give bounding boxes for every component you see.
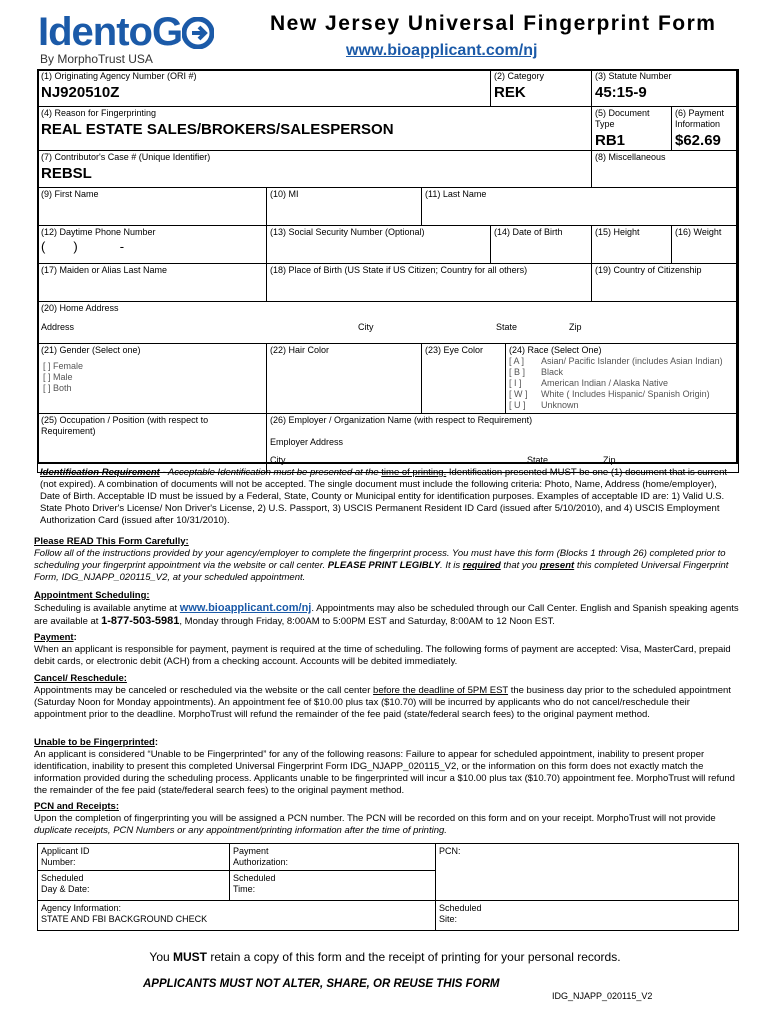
call-center-phone: 1-877-503-5981	[101, 615, 180, 627]
field-payment-info[interactable]: (6) Payment Information $62.69	[672, 107, 739, 151]
page-title: New Jersey Universal Fingerprint Form	[270, 12, 717, 35]
field-home-address[interactable]: (20) Home Address Address City State Zip	[38, 302, 739, 344]
form-code: IDG_NJAPP_020115_V2	[552, 991, 653, 1001]
pcn-cell[interactable]: PCN:	[436, 844, 739, 901]
field-employer[interactable]: (26) Employer / Organization Name (with respect to Requirement) Employer Address City State Zip	[267, 414, 739, 473]
field-first-name[interactable]: (9) First Name	[38, 188, 267, 226]
scheduled-site-cell[interactable]: Scheduled Site:	[436, 901, 739, 931]
field-occupation[interactable]: (25) Occupation / Position (with respect to Requirement)	[38, 414, 267, 473]
fingerprint-form-table	[37, 69, 739, 473]
field-hair-color[interactable]: (22) Hair Color	[267, 344, 422, 414]
field-weight[interactable]: (16) Weight	[672, 226, 739, 264]
agency-info-cell[interactable]: Agency Information: STATE AND FBI BACKGROUND CHECK	[38, 901, 436, 931]
field-maiden-name[interactable]: (17) Maiden or Alias Last Name	[38, 264, 267, 302]
field-race[interactable]: (24) Race (Select One) [ A ] Asian/ Pacific Islander (includes Asian Indian) [ B ] Black [ I ] American Indian / Alaska Native [ W ] White ( Includes Hispanic/ Spanish Origin) [ U ] Unknown	[506, 344, 739, 414]
retain-copy-notice: You MUST retain a copy of this form and the receipt of printing for your personal records.	[149, 950, 621, 964]
logo-subtitle: By MorphoTrust USA	[40, 52, 153, 66]
field-eye-color[interactable]: (23) Eye Color	[422, 344, 506, 414]
pcn-table	[37, 843, 739, 931]
field-document-type[interactable]: (5) Document Type RB1	[592, 107, 672, 151]
field-last-name[interactable]: (11) Last Name	[422, 188, 739, 226]
pcn-receipts-section: PCN and Receipts: Upon the completion of fingerprinting you will be assigned a PCN number. The PCN will be recorded on this form and on your receipt. MorphoTrust will not provide duplicate receipts, PCN Numbers or any appointment/printing information after the time of printing.	[34, 801, 716, 836]
no-alter-notice: APPLICANTS MUST NOT ALTER, SHARE, OR REUSE THIS FORM	[143, 978, 500, 990]
logo-go: G	[151, 10, 183, 54]
field-height[interactable]: (15) Height	[592, 226, 672, 264]
field-phone[interactable]: (12) Daytime Phone Number ( ) -	[38, 226, 267, 264]
unable-fingerprinted-section: Unable to be Fingerprinted: An applicant is considered “Unable to be Fingerprinted” for any of the following reasons: Failure to appear for scheduled appointment, inability to present proper identification, inability to present this completed Universal Fingerprint Form IDG_NJAPP_020115_V2, or the information on this form does not exactly match the information provided during the scheduling process. Applicants unable to be fingerprinted will incur a $10.00 plus tax ($10.70) appointment fee. MorphoTrust will refund the remainder of the fee paid (state/federal search fees) to the original payment method.	[34, 737, 735, 796]
logo-arrow-icon	[182, 17, 214, 49]
field-reason[interactable]: (4) Reason for Fingerprinting REAL ESTATE SALES/BROKERS/SALESPERSON	[38, 107, 592, 151]
logo-text: Idento	[38, 10, 152, 54]
field-ssn[interactable]: (13) Social Security Number (Optional)	[267, 226, 491, 264]
field-ori[interactable]: (1) Originating Agency Number (ORI #) NJ920510Z	[38, 70, 491, 107]
field-case-number[interactable]: (7) Contributor's Case # (Unique Identifier) REBSL	[38, 151, 592, 188]
field-dob[interactable]: (14) Date of Birth	[491, 226, 592, 264]
logo	[38, 10, 214, 54]
id-requirement: Identification Requirement - Acceptable Identification must be presented at the time of printing. Identification presented MUST be one (1) document that is current (not expired). A combination of documents will not be accepted. The single document must include the following criteria: Photo, Name, Address (home/employer), Date of Birth. Acceptable ID must be issued by a Federal, State, County or Municipal entity for identification purposes. Examples of acceptable ID are: 1) Valid U.S. State Photo Driver's License/ Non Driver's License, 2) U.S. Passport, 3) USCIS Permanent Resident ID Card (issued after 5/10/2010), and 4) USCIS Employment Authorization Card (issued after 10/31/2010).	[40, 467, 727, 526]
cancel-reschedule-section: Cancel/ Reschedule: Appointments may be canceled or rescheduled via the website or the call center before the deadline of 5PM EST the business day prior to the scheduled appointment (Saturday Noon for Monday appointments). An appointment fee of $10.00 plus tax ($10.70) will be incurred by applicants who do not cancel/reschedule their appointment prior to the deadline. MorphoTrust will refund the remainder of the fee paid (state/federal search fees) to the original payment method.	[34, 673, 731, 720]
website-link[interactable]: www.bioapplicant.com/nj	[346, 42, 538, 59]
field-category[interactable]: (2) Category REK	[491, 70, 592, 107]
field-mi[interactable]: (10) MI	[267, 188, 422, 226]
field-place-of-birth[interactable]: (18) Place of Birth (US State if US Citizen; Country for all others)	[267, 264, 592, 302]
applicant-id-cell[interactable]: Applicant ID Number:	[38, 844, 230, 871]
field-statute[interactable]: (3) Statute Number 45:15-9	[592, 70, 739, 107]
scheduled-time-cell[interactable]: Scheduled Time:	[230, 871, 436, 901]
gender-options[interactable]: [ ] Female [ ] Male [ ] Both	[43, 361, 84, 393]
payment-section: Payment: When an applicant is responsible for payment, payment is required at the time of scheduling. The following forms of payment are accepted: Visa, MasterCard, prepaid debit cards, or electronic debit (ACH) from a checking account. Accounts will be debited immediately.	[34, 632, 731, 667]
scheduled-day-cell[interactable]: Scheduled Day & Date:	[38, 871, 230, 901]
field-citizenship[interactable]: (19) Country of Citizenship	[592, 264, 739, 302]
scheduling-link[interactable]: www.bioapplicant.com/nj	[179, 602, 312, 614]
appointment-scheduling-section: Appointment Scheduling: Scheduling is available anytime at www.bioapplicant.com/nj. Appointments may also be scheduled through our Call Center. English and Spanish speaking agents are available at 1-877-503-5981, Monday through Friday, 8:00AM to 5:00PM EST and Saturday, 8:00AM to 12 Noon EST.	[34, 590, 739, 627]
race-options[interactable]: [ A ] Asian/ Pacific Islander (includes Asian Indian) [ B ] Black [ I ] American Indian / Alaska Native [ W ] White ( Includes Hispanic/ Spanish Origin) [ U ] Unknown	[509, 356, 723, 410]
read-carefully-section: Please READ This Form Carefully: Follow all of the instructions provided by your agency/employer to complete the fingerprint process. You must have this form (Blocks 1 through 26) completed prior to scheduling your fingerprint appointment via the website or call center. PLEASE PRINT LEGIBLY. It is required that you present this completed Universal Fingerprint Form, IDG_NJAPP_020115_V2, at your scheduled appointment.	[34, 536, 729, 583]
field-gender[interactable]: (21) Gender (Select one) [ ] Female [ ] Male [ ] Both	[38, 344, 267, 414]
payment-authorization-cell[interactable]: Payment Authorization:	[230, 844, 436, 871]
field-miscellaneous[interactable]: (8) Miscellaneous	[592, 151, 739, 188]
